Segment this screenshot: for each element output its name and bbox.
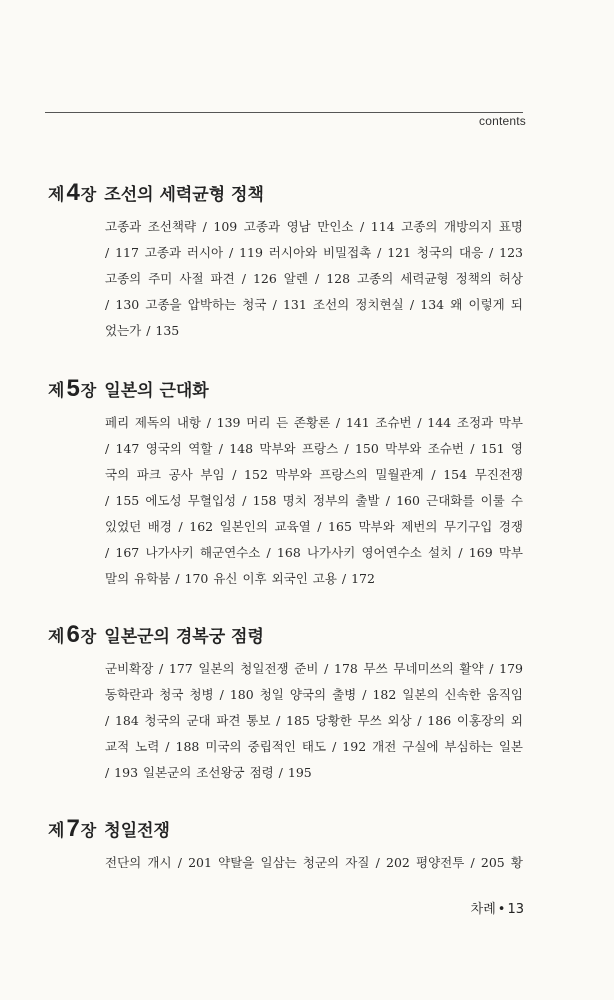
- chapter-6: [48, 622, 526, 786]
- chapter-heading: [48, 180, 526, 206]
- chapter-prefix: 제: [48, 185, 65, 205]
- entry-line: 고종과 조선책략 / 109 고종과 영남 만인소 / 114 고종의 개방의지 표명: [105, 219, 523, 234]
- chapter-suffix: 장: [80, 627, 97, 646]
- chapter-entries: [105, 410, 523, 592]
- footer-label: 차례: [470, 902, 496, 917]
- entry-line: / 117 고종과 러시아 / 119 러시아와 비밀접촉 / 121 청국의 대응 / 123: [105, 245, 523, 260]
- chapter-suffix: 장: [80, 185, 97, 204]
- chapter-title: 조선의 세력균형 정책: [104, 185, 264, 205]
- entry-line: 있었던 배경 / 162 일본인의 교육열 / 165 막부와 제번의 무기구입 경쟁: [105, 519, 523, 534]
- entry-line: / 155 에도성 무혈입성 / 158 명치 정부의 출발 / 160 근대화를 이룰 수: [105, 493, 523, 508]
- chapter-7: [48, 816, 526, 876]
- entry-line: 동학란과 청국 청병 / 180 청일 양국의 출병 / 182 일본의 신속한 움직임: [105, 687, 523, 702]
- page-footer: [471, 898, 524, 917]
- entry-line: 페리 제독의 내항 / 139 머리 든 존황론 / 141 조슈번 / 144 조정과 막부: [105, 415, 523, 430]
- chapter-4: [48, 180, 526, 344]
- chapter-number: 4: [66, 179, 80, 206]
- chapter-heading: [48, 816, 526, 842]
- entry-line: 말의 유학붐 / 170 유신 이후 외국인 고용 / 172: [105, 571, 375, 586]
- chapter-suffix: 장: [80, 381, 97, 400]
- entry-line: 었는가 / 135: [105, 323, 180, 338]
- chapter-title: 청일전쟁: [104, 821, 170, 841]
- chapter-entries: [105, 850, 523, 876]
- chapter-number: 5: [66, 375, 80, 402]
- contents-label: contents: [479, 114, 526, 128]
- chapter-suffix: 장: [80, 821, 97, 840]
- chapter-prefix: 제: [48, 821, 65, 841]
- entry-line: 교적 노력 / 188 미국의 중립적인 태도 / 192 개전 구실에 부심하는 일본: [105, 739, 523, 754]
- page-number: 13: [507, 902, 524, 917]
- entry-line: 전단의 개시 / 201 약탈을 일삼는 청군의 자질 / 202 평양전투 / 205 황: [105, 855, 523, 870]
- chapter-5: [48, 376, 526, 592]
- chapter-title: 일본의 근대화: [104, 381, 209, 401]
- chapter-prefix: 제: [48, 627, 65, 647]
- entry-line: 고종의 주미 사절 파견 / 126 알렌 / 128 고종의 세력균형 정책의 허상: [105, 271, 523, 286]
- header-rule: [45, 112, 523, 113]
- footer-dot: •: [497, 902, 506, 917]
- entry-line: / 167 나가사키 해군연수소 / 168 나가사키 영어연수소 설치 / 169 막부: [105, 545, 523, 560]
- chapter-prefix: 제: [48, 381, 65, 401]
- chapter-entries: [105, 214, 523, 344]
- chapter-heading: [48, 622, 526, 648]
- chapter-entries: [105, 656, 523, 786]
- entry-line: / 193 일본군의 조선왕궁 점령 / 195: [105, 765, 312, 780]
- entry-line: / 147 영국의 역할 / 148 막부와 프랑스 / 150 막부와 조슈번 / 151 영: [105, 441, 523, 456]
- entry-line: / 184 청국의 군대 파견 통보 / 185 당황한 무쓰 외상 / 186 이홍장의 외: [105, 713, 523, 728]
- entry-line: 군비확장 / 177 일본의 청일전쟁 준비 / 178 무쓰 무네미쓰의 활약 / 179: [105, 661, 523, 676]
- chapter-title: 일본군의 경복궁 점령: [104, 627, 264, 647]
- entry-line: / 130 고종을 압박하는 청국 / 131 조선의 정치현실 / 134 왜 이렇게 되: [105, 297, 523, 312]
- chapter-number: 6: [66, 621, 80, 648]
- chapter-number: 7: [66, 815, 80, 842]
- chapter-heading: [48, 376, 526, 402]
- entry-line: 국의 파크 공사 부임 / 152 막부와 프랑스의 밀월관계 / 154 무진전쟁: [105, 467, 523, 482]
